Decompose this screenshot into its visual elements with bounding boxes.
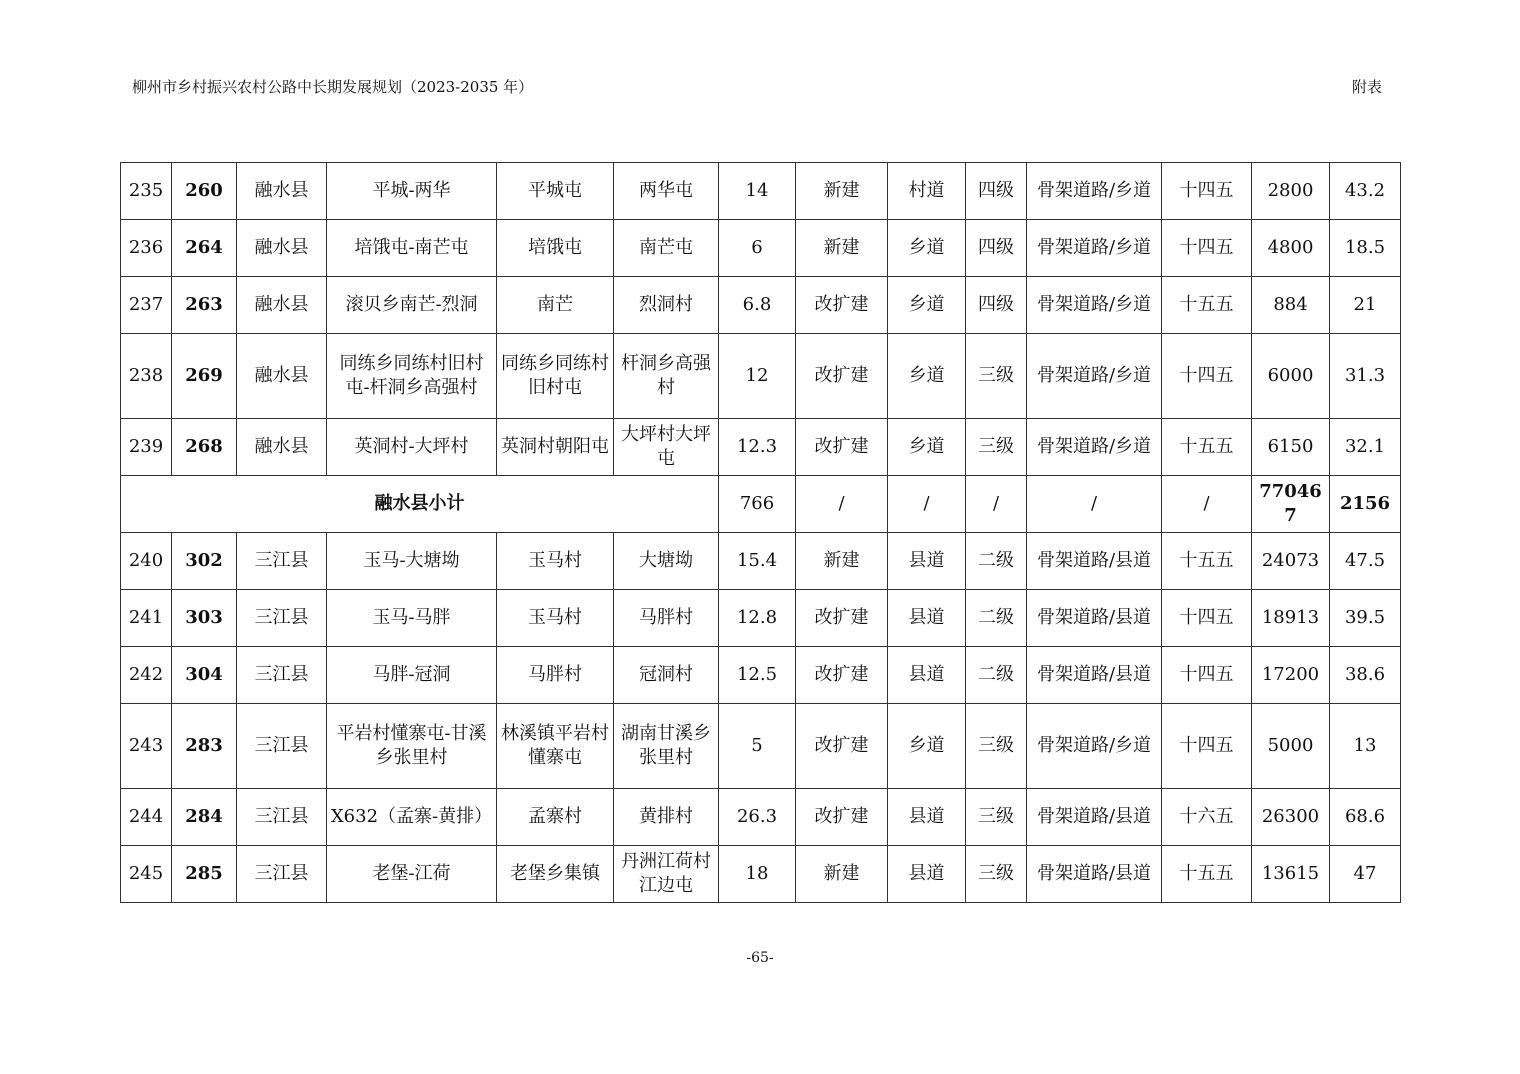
cell-construction-type: 改扩建 xyxy=(796,334,888,419)
cell-end-point: 湖南甘溪乡张里村 xyxy=(614,704,719,789)
page-number: -65- xyxy=(746,950,774,966)
cell-plan-period: 十四五 xyxy=(1162,163,1252,220)
cell-plan-period: 十五五 xyxy=(1162,277,1252,334)
cell-route-name: 玉马-马胖 xyxy=(327,590,497,647)
cell-end-point: 大坪村大坪屯 xyxy=(614,419,719,476)
cell-admin-level: 乡道 xyxy=(888,220,966,277)
data-table xyxy=(120,162,1401,903)
cell-value: 68.6 xyxy=(1330,789,1401,846)
cell-start-point: 玉马村 xyxy=(497,590,614,647)
cell-length-km: 12.5 xyxy=(719,647,796,704)
cell-route-name: 马胖-冠洞 xyxy=(327,647,497,704)
cell-investment: 6150 xyxy=(1252,419,1330,476)
subtotal-road-function: / xyxy=(1027,476,1162,533)
cell-length-km: 15.4 xyxy=(719,533,796,590)
table-row xyxy=(121,846,1401,903)
cell-county: 三江县 xyxy=(237,846,327,903)
cell-road-function: 骨架道路/县道 xyxy=(1027,533,1162,590)
cell-value: 18.5 xyxy=(1330,220,1401,277)
cell-county: 融水县 xyxy=(237,220,327,277)
cell-construction-type: 改扩建 xyxy=(796,647,888,704)
cell-investment: 24073 xyxy=(1252,533,1330,590)
subtotal-construction-type: / xyxy=(796,476,888,533)
cell-road-id: 285 xyxy=(172,846,237,903)
subtotal-label: 融水县小计 xyxy=(121,476,719,533)
cell-end-point: 南芒屯 xyxy=(614,220,719,277)
cell-plan-period: 十六五 xyxy=(1162,789,1252,846)
cell-road-id: 304 xyxy=(172,647,237,704)
cell-investment: 884 xyxy=(1252,277,1330,334)
cell-road-id: 303 xyxy=(172,590,237,647)
cell-end-point: 两华屯 xyxy=(614,163,719,220)
cell-start-point: 英洞村朝阳屯 xyxy=(497,419,614,476)
cell-construction-type: 改扩建 xyxy=(796,704,888,789)
cell-road-id: 284 xyxy=(172,789,237,846)
cell-length-km: 12.3 xyxy=(719,419,796,476)
cell-route-name: 平岩村懂寨屯-甘溪乡张里村 xyxy=(327,704,497,789)
cell-road-function: 骨架道路/县道 xyxy=(1027,647,1162,704)
cell-end-point: 黄排村 xyxy=(614,789,719,846)
cell-county: 融水县 xyxy=(237,277,327,334)
cell-road-id: 268 xyxy=(172,419,237,476)
cell-seq-no: 235 xyxy=(121,163,172,220)
cell-value: 21 xyxy=(1330,277,1401,334)
table-row xyxy=(121,533,1401,590)
cell-tech-grade: 二级 xyxy=(966,647,1027,704)
cell-road-function: 骨架道路/县道 xyxy=(1027,846,1162,903)
cell-length-km: 12 xyxy=(719,334,796,419)
cell-start-point: 同练乡同练村旧村屯 xyxy=(497,334,614,419)
cell-tech-grade: 四级 xyxy=(966,220,1027,277)
cell-tech-grade: 三级 xyxy=(966,789,1027,846)
cell-admin-level: 县道 xyxy=(888,846,966,903)
cell-construction-type: 新建 xyxy=(796,846,888,903)
cell-seq-no: 240 xyxy=(121,533,172,590)
cell-construction-type: 改扩建 xyxy=(796,789,888,846)
cell-county: 三江县 xyxy=(237,789,327,846)
cell-road-id: 269 xyxy=(172,334,237,419)
cell-seq-no: 239 xyxy=(121,419,172,476)
cell-investment: 6000 xyxy=(1252,334,1330,419)
cell-construction-type: 改扩建 xyxy=(796,419,888,476)
cell-start-point: 南芒 xyxy=(497,277,614,334)
subtotal-row xyxy=(121,476,1401,533)
cell-tech-grade: 二级 xyxy=(966,533,1027,590)
document-title: 柳州市乡村振兴农村公路中长期发展规划（2023-2035 年） xyxy=(132,78,534,96)
cell-road-function: 骨架道路/乡道 xyxy=(1027,220,1162,277)
cell-road-function: 骨架道路/县道 xyxy=(1027,590,1162,647)
cell-investment: 2800 xyxy=(1252,163,1330,220)
cell-road-id: 260 xyxy=(172,163,237,220)
cell-length-km: 26.3 xyxy=(719,789,796,846)
cell-end-point: 丹洲江荷村江边屯 xyxy=(614,846,719,903)
cell-route-name: 同练乡同练村旧村屯-杆洞乡高强村 xyxy=(327,334,497,419)
cell-end-point: 烈洞村 xyxy=(614,277,719,334)
cell-construction-type: 新建 xyxy=(796,220,888,277)
cell-value: 38.6 xyxy=(1330,647,1401,704)
cell-tech-grade: 四级 xyxy=(966,277,1027,334)
cell-road-function: 骨架道路/乡道 xyxy=(1027,704,1162,789)
cell-start-point: 马胖村 xyxy=(497,647,614,704)
cell-road-id: 264 xyxy=(172,220,237,277)
cell-seq-no: 242 xyxy=(121,647,172,704)
cell-route-name: X632（孟寨-黄排） xyxy=(327,789,497,846)
cell-county: 三江县 xyxy=(237,590,327,647)
cell-road-function: 骨架道路/乡道 xyxy=(1027,334,1162,419)
cell-plan-period: 十四五 xyxy=(1162,220,1252,277)
table-row xyxy=(121,647,1401,704)
cell-start-point: 孟寨村 xyxy=(497,789,614,846)
cell-seq-no: 238 xyxy=(121,334,172,419)
cell-admin-level: 县道 xyxy=(888,647,966,704)
subtotal-value: 2156 xyxy=(1330,476,1401,533)
cell-county: 融水县 xyxy=(237,419,327,476)
cell-seq-no: 236 xyxy=(121,220,172,277)
cell-start-point: 老堡乡集镇 xyxy=(497,846,614,903)
cell-value: 31.3 xyxy=(1330,334,1401,419)
cell-value: 13 xyxy=(1330,704,1401,789)
cell-investment: 26300 xyxy=(1252,789,1330,846)
cell-admin-level: 乡道 xyxy=(888,334,966,419)
cell-route-name: 培饿屯-南芒屯 xyxy=(327,220,497,277)
cell-length-km: 6 xyxy=(719,220,796,277)
cell-seq-no: 237 xyxy=(121,277,172,334)
cell-length-km: 5 xyxy=(719,704,796,789)
cell-plan-period: 十四五 xyxy=(1162,647,1252,704)
cell-investment: 5000 xyxy=(1252,704,1330,789)
cell-length-km: 18 xyxy=(719,846,796,903)
cell-end-point: 杆洞乡高强村 xyxy=(614,334,719,419)
cell-road-function: 骨架道路/乡道 xyxy=(1027,277,1162,334)
cell-route-name: 玉马-大塘坳 xyxy=(327,533,497,590)
table-row xyxy=(121,163,1401,220)
subtotal-tech-grade: / xyxy=(966,476,1027,533)
cell-value: 47 xyxy=(1330,846,1401,903)
cell-value: 32.1 xyxy=(1330,419,1401,476)
cell-investment: 17200 xyxy=(1252,647,1330,704)
cell-admin-level: 县道 xyxy=(888,590,966,647)
cell-plan-period: 十四五 xyxy=(1162,334,1252,419)
table-row xyxy=(121,704,1401,789)
cell-value: 39.5 xyxy=(1330,590,1401,647)
cell-county: 三江县 xyxy=(237,704,327,789)
cell-end-point: 大塘坳 xyxy=(614,533,719,590)
cell-road-function: 骨架道路/乡道 xyxy=(1027,419,1162,476)
cell-county: 三江县 xyxy=(237,647,327,704)
cell-plan-period: 十四五 xyxy=(1162,590,1252,647)
road-plan-table xyxy=(120,162,1400,903)
cell-start-point: 玉马村 xyxy=(497,533,614,590)
cell-start-point: 林溪镇平岩村懂寨屯 xyxy=(497,704,614,789)
cell-construction-type: 改扩建 xyxy=(796,277,888,334)
cell-admin-level: 县道 xyxy=(888,533,966,590)
cell-road-id: 283 xyxy=(172,704,237,789)
subtotal-admin-level: / xyxy=(888,476,966,533)
cell-county: 融水县 xyxy=(237,163,327,220)
cell-road-id: 302 xyxy=(172,533,237,590)
cell-start-point: 培饿屯 xyxy=(497,220,614,277)
cell-length-km: 12.8 xyxy=(719,590,796,647)
cell-admin-level: 村道 xyxy=(888,163,966,220)
subtotal-length-km: 766 xyxy=(719,476,796,533)
subtotal-plan-period: / xyxy=(1162,476,1252,533)
cell-plan-period: 十五五 xyxy=(1162,846,1252,903)
cell-route-name: 老堡-江荷 xyxy=(327,846,497,903)
cell-route-name: 滚贝乡南芒-烈洞 xyxy=(327,277,497,334)
cell-investment: 4800 xyxy=(1252,220,1330,277)
subtotal-investment: 770467 xyxy=(1252,476,1330,533)
cell-county: 三江县 xyxy=(237,533,327,590)
cell-road-function: 骨架道路/乡道 xyxy=(1027,163,1162,220)
cell-end-point: 冠洞村 xyxy=(614,647,719,704)
cell-seq-no: 244 xyxy=(121,789,172,846)
cell-route-name: 平城-两华 xyxy=(327,163,497,220)
cell-construction-type: 新建 xyxy=(796,533,888,590)
cell-investment: 13615 xyxy=(1252,846,1330,903)
cell-plan-period: 十五五 xyxy=(1162,419,1252,476)
cell-admin-level: 乡道 xyxy=(888,419,966,476)
cell-value: 47.5 xyxy=(1330,533,1401,590)
cell-road-id: 263 xyxy=(172,277,237,334)
cell-tech-grade: 四级 xyxy=(966,163,1027,220)
cell-county: 融水县 xyxy=(237,334,327,419)
table-row xyxy=(121,789,1401,846)
cell-admin-level: 县道 xyxy=(888,789,966,846)
cell-tech-grade: 二级 xyxy=(966,590,1027,647)
cell-route-name: 英洞村-大坪村 xyxy=(327,419,497,476)
cell-road-function: 骨架道路/县道 xyxy=(1027,789,1162,846)
cell-investment: 18913 xyxy=(1252,590,1330,647)
cell-construction-type: 新建 xyxy=(796,163,888,220)
cell-tech-grade: 三级 xyxy=(966,334,1027,419)
cell-tech-grade: 三级 xyxy=(966,846,1027,903)
cell-start-point: 平城屯 xyxy=(497,163,614,220)
cell-plan-period: 十四五 xyxy=(1162,704,1252,789)
table-row xyxy=(121,419,1401,476)
table-row xyxy=(121,334,1401,419)
cell-plan-period: 十五五 xyxy=(1162,533,1252,590)
cell-seq-no: 243 xyxy=(121,704,172,789)
cell-length-km: 14 xyxy=(719,163,796,220)
table-row xyxy=(121,220,1401,277)
cell-length-km: 6.8 xyxy=(719,277,796,334)
table-row xyxy=(121,590,1401,647)
table-row xyxy=(121,277,1401,334)
cell-tech-grade: 三级 xyxy=(966,704,1027,789)
cell-seq-no: 241 xyxy=(121,590,172,647)
cell-tech-grade: 三级 xyxy=(966,419,1027,476)
cell-value: 43.2 xyxy=(1330,163,1401,220)
cell-seq-no: 245 xyxy=(121,846,172,903)
cell-admin-level: 乡道 xyxy=(888,704,966,789)
cell-admin-level: 乡道 xyxy=(888,277,966,334)
cell-end-point: 马胖村 xyxy=(614,590,719,647)
appendix-label: 附表 xyxy=(1352,78,1383,96)
cell-construction-type: 改扩建 xyxy=(796,590,888,647)
